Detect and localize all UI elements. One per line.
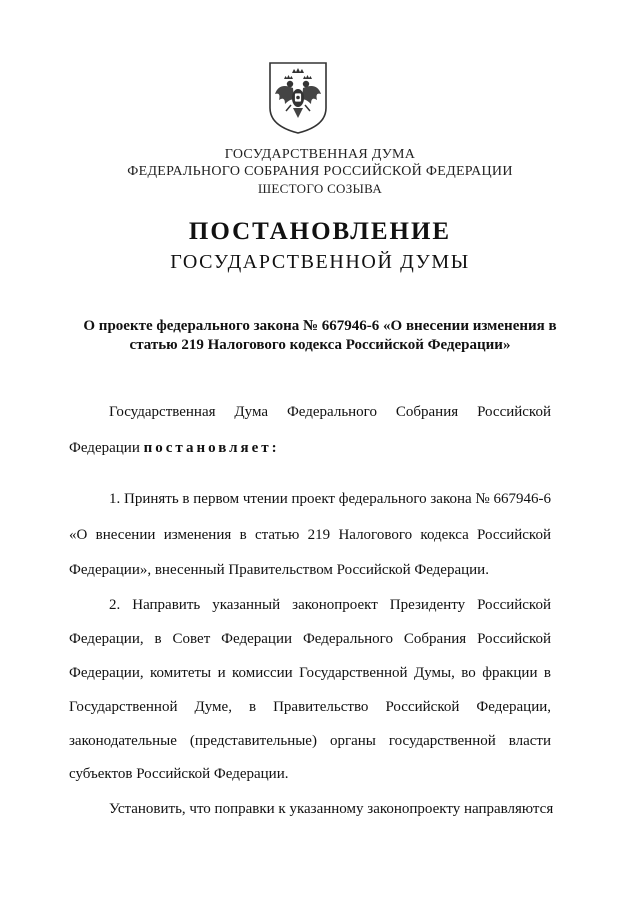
- item2-line-3: Федерации, комитеты и комиссии Государственной Думы, во фракции в: [69, 665, 551, 681]
- resolution-heading-line-2: статью 219 Налогового кодекса Российской Федерации»: [129, 337, 511, 353]
- item1-line-2: «О внесении изменения в статью 219 Налогового кодекса Российской: [69, 527, 551, 543]
- coat-of-arms-emblem: [267, 60, 329, 136]
- item2-line-5: законодательные (представительные) органы государственной власти: [69, 733, 551, 749]
- org-name-line-2: ФЕДЕРАЛЬНОГО СОБРАНИЯ РОССИЙСКОЙ ФЕДЕРАЦИИ: [127, 164, 513, 179]
- item2-line-2: Федерации, в Совет Федерации Федерального Собрания Российской: [69, 631, 551, 647]
- item2-line-4: Государственной Думе, в Правительство Российской Федерации,: [69, 699, 551, 715]
- convocation-line: ШЕСТОГО СОЗЫВА: [257, 181, 383, 196]
- decree-verb: постановляет:: [143, 440, 280, 456]
- document-subtitle: ГОСУДАРСТВЕННОЙ ДУМЫ: [170, 251, 470, 273]
- item3-line-1: Установить, что поправки к указанному законопроекту направляются: [109, 801, 554, 817]
- document-title: ПОСТАНОВЛЕНИЕ: [188, 218, 452, 245]
- intro-prefix: Федерации: [69, 440, 144, 456]
- intro-line-2: [69, 440, 280, 457]
- org-name-line-1: ГОСУДАРСТВЕННАЯ ДУМА: [224, 147, 416, 162]
- item2-line-1: 2. Направить указанный законопроект Президенту Российской: [109, 597, 551, 613]
- item1-line-1: 1. Принять в первом чтении проект федерального закона № 667946-6: [109, 491, 551, 507]
- resolution-heading-line-1: О проекте федерального закона № 667946-6 «О внесении изменения в: [83, 318, 557, 334]
- item2-line-6: субъектов Российской Федерации.: [69, 766, 289, 782]
- item1-line-3: Федерации», внесенный Правительством Российской Федерации.: [69, 562, 489, 578]
- intro-line-1: Государственная Дума Федерального Собрания Российской: [109, 404, 551, 420]
